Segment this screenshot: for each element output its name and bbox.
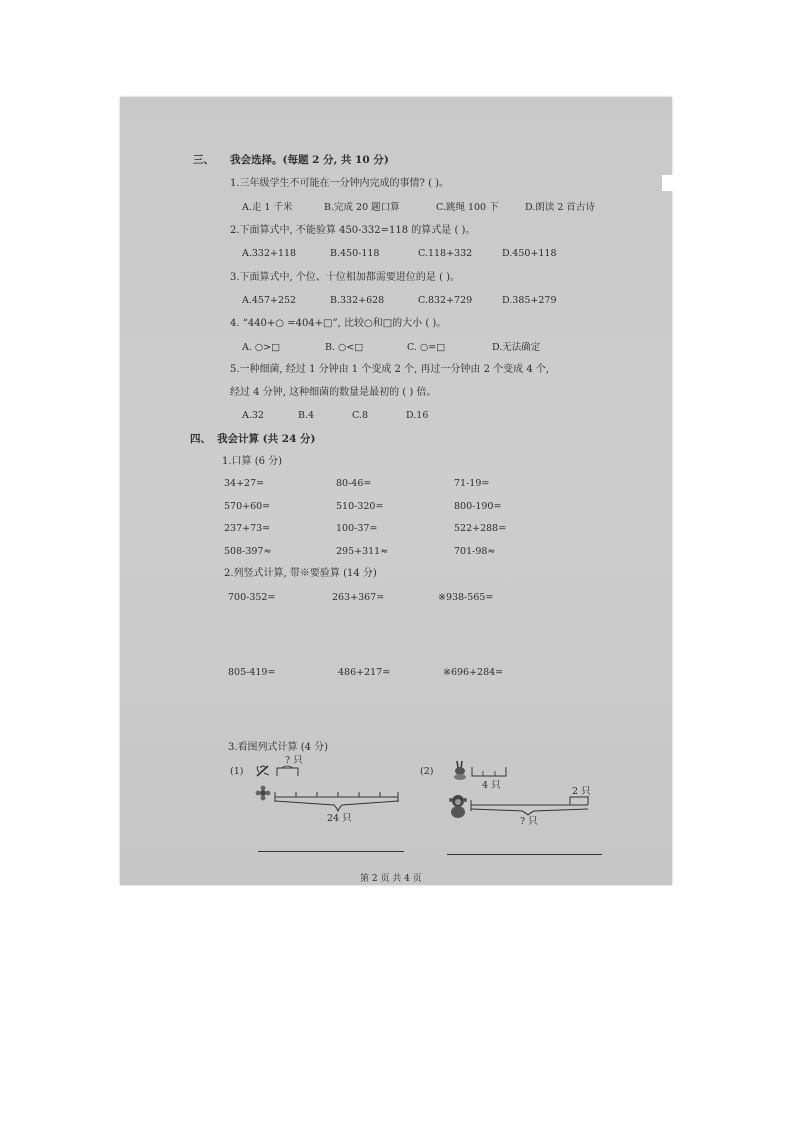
- question-5-option-b: B.4: [298, 410, 315, 421]
- picture-problem-2-right-label: 2 只: [572, 786, 591, 797]
- page-footer: 第 2 页 共 4 页: [360, 874, 422, 884]
- exam-paper: [120, 97, 672, 885]
- question-2-option-c: C.118+332: [418, 248, 473, 259]
- question-4-stem: 4. “440+○ =404+□”, 比较○和□的大小 ( )。: [230, 318, 447, 329]
- question-4-option-d: D.无法确定: [492, 342, 541, 353]
- question-2-option-b: B.450-118: [330, 248, 380, 259]
- oral-problem: 522+288=: [454, 523, 507, 534]
- oral-problem: 71-19=: [454, 478, 490, 489]
- oral-problem: 510-320=: [336, 501, 384, 512]
- question-1-option-a: A.走 1 千米: [242, 202, 293, 213]
- picture-problem-2-top-bar: [471, 766, 509, 780]
- paper-edge-notch: [662, 175, 674, 191]
- question-1-option-c: C.跳绳 100 下: [436, 202, 499, 213]
- oral-problem: 570+60=: [224, 501, 271, 512]
- oral-problem: 800-190=: [454, 501, 502, 512]
- question-1-option-b: B.完成 20 题口算: [324, 202, 400, 213]
- oral-calc-title: 1.口算 (6 分): [222, 456, 283, 467]
- picture-problem-2-bottom-bar: [470, 795, 590, 815]
- oral-problem: 701-98≈: [454, 546, 496, 557]
- question-3-option-b: B.332+628: [330, 295, 385, 306]
- question-5-option-d: D.16: [406, 410, 429, 421]
- section4-number: 四、: [190, 433, 211, 445]
- oral-problem: 508-397≈: [224, 546, 272, 557]
- vertical-problem: ※938-565=: [438, 592, 494, 603]
- picture-calc-title: 3.看图列式计算 (4 分): [228, 742, 329, 753]
- question-4-option-c: C. ○=□: [407, 342, 446, 353]
- flower-icon: [254, 785, 272, 801]
- question-5-option-c: C.8: [352, 410, 368, 421]
- vertical-problem: 805-419=: [228, 667, 276, 678]
- picture-problem-2-label: (2): [420, 766, 434, 777]
- question-1-stem: 1.三年级学生不可能在一分钟内完成的事情? ( )。: [230, 178, 450, 189]
- insect-icon: [254, 763, 272, 779]
- vertical-problem: 486+217=: [338, 667, 391, 678]
- vertical-problem: 700-352=: [228, 592, 276, 603]
- picture-problem-1-bottom-bar: [274, 789, 400, 813]
- monkey-icon: [447, 793, 469, 819]
- question-3-option-d: D.385+279: [502, 295, 557, 306]
- picture-problem-1-answer-line: [258, 851, 404, 852]
- oral-problem: 80-46=: [336, 478, 372, 489]
- rabbit-icon: [451, 759, 469, 781]
- picture-problem-1-top-label: ? 只: [285, 755, 303, 766]
- oral-problem: 100-37=: [336, 523, 378, 534]
- vertical-calc-title: 2.列竖式计算, 带※要验算 (14 分): [224, 568, 377, 579]
- vertical-problem: ※696+284=: [443, 667, 504, 678]
- question-4-option-b: B. ○<□: [325, 342, 364, 353]
- question-2-option-a: A.332+118: [242, 248, 297, 259]
- section3-title: 我会选择。(每题 2 分, 共 10 分): [230, 154, 389, 166]
- question-5-stem: 5.一种细菌, 经过 1 分钟由 1 个变成 2 个, 再过一分钟由 2 个变成 4 个,: [230, 364, 550, 375]
- question-2-stem: 2.下面算式中, 不能验算 450-332=118 的算式是 ( )。: [230, 225, 476, 236]
- question-2-option-d: D.450+118: [502, 248, 557, 259]
- section4-title: 我会计算 (共 24 分): [217, 433, 316, 445]
- question-3-option-a: A.457+252: [242, 295, 297, 306]
- picture-problem-1-top-bar: [276, 766, 300, 778]
- picture-problem-2-answer-line: [447, 854, 602, 855]
- vertical-problem: 263+367=: [332, 592, 385, 603]
- question-5-option-a: A.32: [242, 410, 264, 421]
- question-5-stem-line2: 经过 4 分钟, 这种细菌的数量是最初的 ( ) 倍。: [230, 387, 437, 398]
- section3-number: 三、: [193, 154, 214, 166]
- oral-problem: 295+311≈: [336, 546, 389, 557]
- oral-problem: 237+73=: [224, 523, 271, 534]
- picture-problem-1-label: (1): [230, 766, 244, 777]
- question-1-option-d: D.朗读 2 首古诗: [525, 202, 595, 213]
- question-3-stem: 3.下面算式中, 个位、十位相加都需要进位的是 ( )。: [230, 272, 461, 283]
- question-4-option-a: A. ○>□: [242, 342, 281, 353]
- picture-problem-2-top-label: 4 只: [482, 780, 501, 791]
- picture-problem-1-bottom-label: 24 只: [327, 813, 352, 824]
- question-3-option-c: C.832+729: [418, 295, 473, 306]
- oral-problem: 34+27=: [224, 478, 265, 489]
- picture-problem-2-bottom-label: ? 只: [520, 816, 538, 827]
